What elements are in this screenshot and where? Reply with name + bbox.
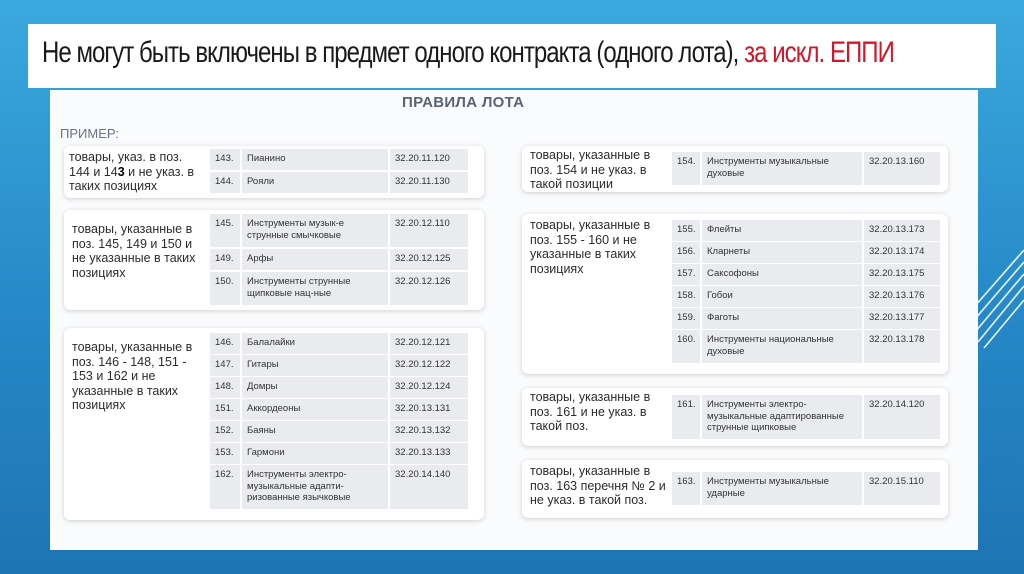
item-number: 157.: [672, 264, 700, 285]
item-name: Инструменты электро-музыкальные адаптированные струнные щипковые: [702, 395, 862, 439]
item-number: 143.: [210, 149, 240, 170]
table-row: [210, 214, 468, 247]
item-name: Флейты: [702, 220, 862, 241]
table-row: [210, 249, 468, 270]
item-code: 32.20.13.131: [390, 399, 468, 420]
rule-group-1: [64, 146, 484, 198]
table-row: [210, 172, 468, 193]
item-name: Инструменты электро-музыкальные адапти-ризованные язычковые: [242, 465, 388, 509]
item-number: 147.: [210, 355, 240, 376]
item-code: 32.20.13.177: [864, 308, 940, 329]
title-highlight: за искл. ЕППИ: [744, 36, 894, 69]
table-row: [672, 286, 940, 307]
item-number: 156.: [672, 242, 700, 263]
item-code: 32.20.13.178: [864, 330, 940, 363]
item-name: Баяны: [242, 421, 388, 442]
item-number: 161.: [672, 395, 700, 439]
group-6-label: товары, указанные в поз. 161 и не указ. в такой поз.: [530, 390, 651, 433]
item-name: Балалайки: [242, 333, 388, 354]
item-name: Инструменты музыкальные духовые: [702, 152, 862, 185]
item-number: 159.: [672, 308, 700, 329]
item-name: Гобои: [702, 286, 862, 307]
table-row: [210, 465, 468, 509]
item-number: 145.: [210, 214, 240, 247]
item-number: 154.: [672, 152, 700, 185]
table-row: [210, 443, 468, 464]
item-code: 32.20.12.125: [390, 249, 468, 270]
table-row: [210, 399, 468, 420]
table-row: [210, 377, 468, 398]
item-name: Саксофоны: [702, 264, 862, 285]
item-name: Фаготы: [702, 308, 862, 329]
item-number: 144.: [210, 172, 240, 193]
item-name: Гармони: [242, 443, 388, 464]
example-label: ПРИМЕР:: [60, 126, 119, 141]
group-5-label: товары, указанные в поз. 155 - 160 и не указанные в таких позициях: [530, 218, 651, 276]
group-4-label: товары, указанные в поз. 154 и не указ. в такой позиции: [530, 148, 651, 191]
table-row: [672, 330, 940, 363]
item-name: Инструменты национальные духовые: [702, 330, 862, 363]
item-name: Домры: [242, 377, 388, 398]
title-bar: [28, 24, 996, 88]
item-code: 32.20.13.132: [390, 421, 468, 442]
rule-group-2: [64, 210, 484, 310]
table-row: [210, 149, 468, 170]
item-code: 32.20.13.176: [864, 286, 940, 307]
item-code: 32.20.13.174: [864, 242, 940, 263]
group-3-label: товары, указанные в поз. 146 - 148, 151 - 153 и 162 и не указанные в таких позициях: [72, 340, 193, 412]
item-code: 32.20.13.133: [390, 443, 468, 464]
group-2-label: товары, указанные в поз. 145, 149 и 150 и не указанные в таких позициях: [72, 222, 196, 280]
table-row: [210, 333, 468, 354]
item-code: 32.20.14.120: [864, 395, 940, 439]
lot-rules-heading: ПРАВИЛА ЛОТА: [402, 94, 525, 111]
rule-group-7: [522, 460, 948, 518]
table-row: [672, 220, 940, 241]
title-main: Не могут быть включены в предмет одного контракта (одного лота),: [42, 36, 745, 69]
table-row: [672, 264, 940, 285]
group-1-label: товары, указ. в поз. 144 и 143 и не указ. в таких позициях: [69, 150, 195, 193]
item-number: 152.: [210, 421, 240, 442]
item-code: 32.20.13.173: [864, 220, 940, 241]
item-name: Пианино: [242, 149, 388, 170]
rule-group-3: [64, 328, 484, 520]
table-row: [672, 395, 940, 439]
item-name: Инструменты струнные щипковые нац-ные: [242, 272, 388, 305]
rule-group-6: [522, 388, 948, 446]
group-7-label: товары, указанные в поз. 163 перечня № 2 и не указ. в такой поз.: [530, 464, 666, 507]
slide-title: [42, 36, 894, 70]
rule-group-5: [522, 214, 948, 374]
item-name: Рояли: [242, 172, 388, 193]
item-name: Инструменты музык-е струнные смычковые: [242, 214, 388, 247]
item-code: 32.20.13.160: [864, 152, 940, 185]
item-number: 158.: [672, 286, 700, 307]
item-name: Арфы: [242, 249, 388, 270]
item-number: 148.: [210, 377, 240, 398]
item-name: Кларнеты: [702, 242, 862, 263]
item-number: 163.: [672, 472, 700, 505]
table-row: [210, 421, 468, 442]
content-panel: [50, 90, 978, 550]
item-number: 155.: [672, 220, 700, 241]
table-row: [210, 355, 468, 376]
table-row: [672, 308, 940, 329]
item-name: Гитары: [242, 355, 388, 376]
item-name: Аккордеоны: [242, 399, 388, 420]
item-number: 162.: [210, 465, 240, 509]
table-row: [210, 272, 468, 305]
item-number: 146.: [210, 333, 240, 354]
item-code: 32.20.12.122: [390, 355, 468, 376]
item-code: 32.20.12.121: [390, 333, 468, 354]
item-name: Инструменты музыкальные ударные: [702, 472, 862, 505]
item-number: 151.: [210, 399, 240, 420]
item-code: 32.20.15.110: [864, 472, 940, 505]
item-code: 32.20.11.120: [390, 149, 468, 170]
item-number: 160.: [672, 330, 700, 363]
rule-group-4: [522, 146, 948, 192]
item-code: 32.20.11.130: [390, 172, 468, 193]
table-row: [672, 152, 940, 185]
item-code: 32.20.12.126: [390, 272, 468, 305]
table-row: [672, 472, 940, 505]
item-code: 32.20.13.175: [864, 264, 940, 285]
item-number: 149.: [210, 249, 240, 270]
item-code: 32.20.12.110: [390, 214, 468, 247]
item-code: 32.20.14.140: [390, 465, 468, 509]
table-row: [672, 242, 940, 263]
item-number: 150.: [210, 272, 240, 305]
item-number: 153.: [210, 443, 240, 464]
item-code: 32.20.12.124: [390, 377, 468, 398]
